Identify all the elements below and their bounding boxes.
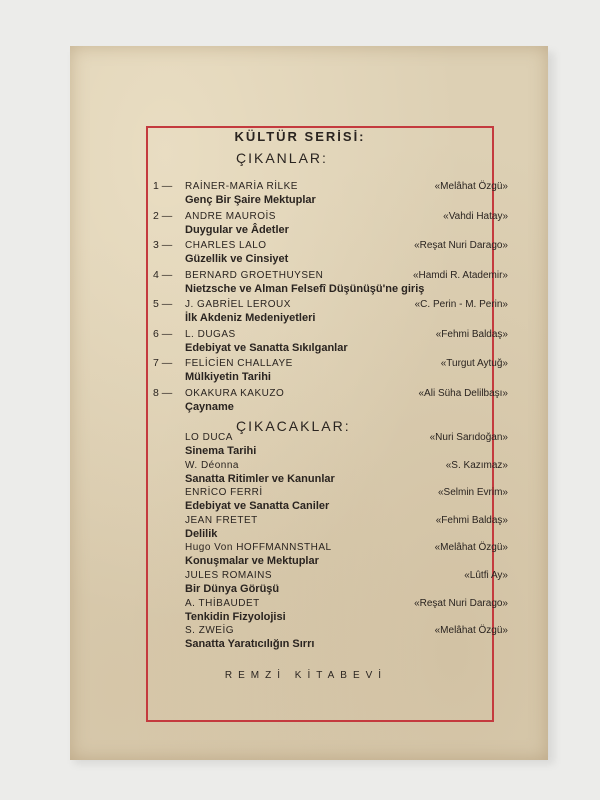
entry-translator: «Vahdi Hatay»	[443, 210, 508, 222]
publisher-name: REMZİ KİTABEVİ	[224, 670, 388, 681]
entry-number: 3 —	[153, 239, 173, 251]
entry-title: Edebiyat ve Sanatta Sıkılganlar	[185, 341, 348, 354]
entry-author: L. DUGAS	[185, 328, 236, 340]
entry-translator: «Ali Süha Delilbaşı»	[418, 387, 508, 399]
entry-author: J. GABRİEL LEROUX	[185, 299, 291, 310]
entry-title: Bir Dünya Görüşü	[185, 583, 280, 595]
entry-author: FELİCİEN CHALLAYE	[185, 358, 293, 369]
entry-translator: «Lûtfi Ay»	[464, 570, 508, 581]
entry-title: Tenkidin Fizyolojisi	[185, 610, 286, 623]
entry-translator: «Melâhat Özgü»	[434, 542, 508, 554]
entry-author: RAİNER-MARİA RİLKE	[185, 181, 298, 192]
entry-translator: «S. Kazımaz»	[445, 459, 508, 471]
entry-translator: «Nuri Sarıdoğan»	[429, 432, 508, 443]
published-heading: ÇIKANLAR:	[236, 150, 328, 166]
entry-title: Güzellik ve Cinsiyet	[185, 253, 289, 265]
entry-translator: «Reşat Nuri Darago»	[414, 240, 508, 251]
entry-translator: «Fehmi Baldaş»	[435, 514, 508, 526]
entry-translator: «Turgut Aytuğ»	[440, 358, 508, 369]
entry-title: Konuşmalar ve Mektuplar	[185, 555, 319, 568]
entry-author: JULES ROMAINS	[185, 570, 273, 581]
entry-author: ENRİCO FERRİ	[185, 487, 263, 499]
entry-author: LO DUCA	[185, 432, 233, 443]
entry-translator: «Melâhat Özgü»	[434, 181, 508, 192]
entry-title: Mülkiyetin Tarihi	[185, 371, 271, 383]
entry-author: ANDRE MAUROİS	[185, 210, 276, 222]
entry-number: 6 —	[153, 327, 173, 340]
entry-author: OKAKURA KAKUZO	[185, 387, 285, 399]
entry-translator: «Fehmi Baldaş»	[435, 328, 508, 340]
entry-author: S. ZWEİG	[185, 625, 234, 637]
entry-author: W. Déonna	[185, 459, 239, 471]
entry-title: Edebiyat ve Sanatta Caniler	[185, 500, 330, 513]
entry-title: Sanatta Ritimler ve Kanunlar	[185, 472, 335, 485]
entry-title: İlk Akdeniz Medeniyetleri	[185, 312, 316, 324]
entry-author: A. THİBAUDET	[185, 597, 260, 609]
entry-number: 5 —	[153, 298, 173, 310]
entry-translator: «C. Perin - M. Perin»	[414, 299, 508, 310]
entry-number: 7 —	[153, 357, 173, 369]
entry-title: Nietzsche ve Alman Felsefî Düşünüşü'ne giriş	[185, 282, 425, 295]
upcoming-heading: ÇIKACAKLAR:	[236, 418, 351, 434]
entry-number: 1 —	[153, 180, 173, 192]
entry-translator: «Hamdi R. Atademir»	[412, 269, 508, 281]
entry-translator: «Melâhat Özgü»	[434, 625, 508, 637]
entry-title: Genç Bir Şaire Mektuplar	[185, 194, 316, 206]
entry-author: Hugo Von HOFFMANNSTHAL	[185, 542, 332, 554]
entry-title: Sinema Tarihi	[185, 445, 257, 457]
entry-title: Delilik	[185, 527, 218, 540]
entry-author: BERNARD GROETHUYSEN	[185, 269, 324, 281]
entry-number: 4 —	[153, 268, 173, 281]
entry-author: CHARLES LALO	[185, 240, 267, 251]
entry-title: Sanatta Yaratıcılığın Sırrı	[185, 638, 315, 651]
series-label: KÜLTÜR SERİSİ:	[234, 129, 366, 144]
entry-title: Duygular ve Âdetler	[185, 223, 289, 236]
entry-translator: «Selmin Evrim»	[437, 487, 508, 499]
entry-author: JEAN FRETET	[185, 514, 258, 526]
entry-number: 2 —	[153, 209, 173, 222]
entry-number: 8 —	[153, 386, 173, 399]
entry-translator: «Reşat Nuri Darago»	[414, 597, 508, 609]
entry-title: Çayname	[185, 400, 234, 413]
